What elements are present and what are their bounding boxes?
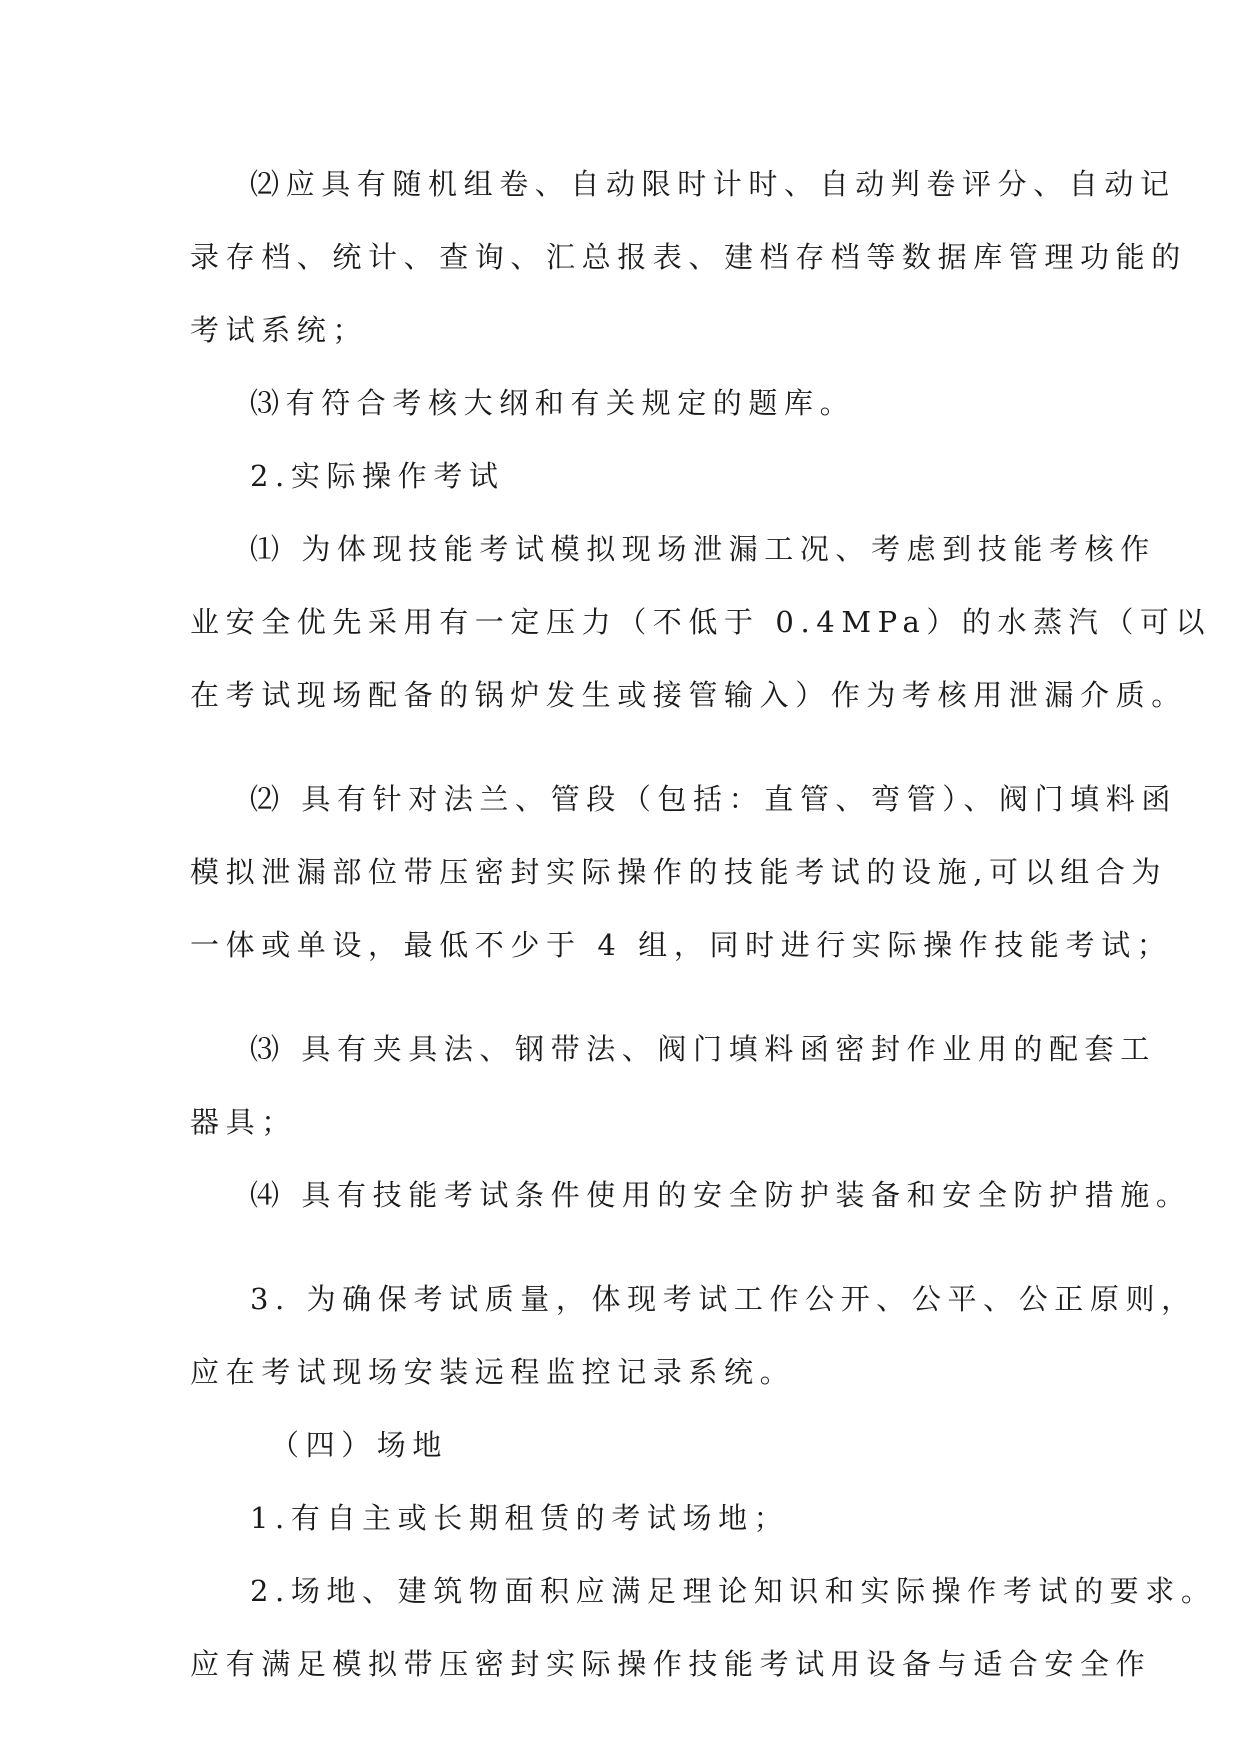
paragraph-line: 模拟泄漏部位带压密封实际操作的技能考试的设施,可以组合为 bbox=[190, 855, 1168, 889]
paragraph-line: 3. 为确保考试质量，体现考试工作公开、公平、公正原则， bbox=[250, 1282, 1197, 1316]
paragraph-line: 在考试现场配备的锅炉发生或接管输入）作为考核用泄漏介质。 bbox=[190, 678, 1187, 712]
paragraph-line: 业安全优先采用有一定压力（不低于 0.4MPa）的水蒸汽（可以 bbox=[190, 605, 1212, 639]
paragraph-line: 应有满足模拟带压密封实际操作技能考试用设备与适合安全作 bbox=[190, 1647, 1152, 1681]
paragraph-line: 一体或单设，最低不少于 4 组，同时进行实际操作技能考试； bbox=[190, 928, 1173, 962]
section-heading: 2.实际操作考试 bbox=[250, 459, 505, 493]
paragraph-line: ⑶有符合考核大纲和有关规定的题库。 bbox=[250, 386, 856, 420]
section-heading: （四）场地 bbox=[270, 1428, 449, 1462]
paragraph-line: ⑵应具有随机组卷、自动限时计时、自动判卷评分、自动记 bbox=[250, 167, 1176, 201]
paragraph-line: 2.场地、建筑物面积应满足理论知识和实际操作考试的要求。 bbox=[250, 1574, 1217, 1608]
paragraph-line: 考试系统； bbox=[190, 313, 369, 347]
paragraph-line: 1.有自主或长期租赁的考试场地； bbox=[250, 1501, 790, 1535]
paragraph-line: 应在考试现场安装远程监控记录系统。 bbox=[190, 1355, 796, 1389]
paragraph-line: ⑷ 具有技能考试条件使用的安全防护装备和安全防护措施。 bbox=[250, 1178, 1192, 1212]
paragraph-line: ⑵ 具有针对法兰、管段（包括：直管、弯管）、阀门填料函 bbox=[250, 782, 1177, 816]
paragraph-line: 录存档、统计、查询、汇总报表、建档存档等数据库管理功能的 bbox=[190, 240, 1187, 274]
paragraph-line: ⑶ 具有夹具法、钢带法、阀门填料函密封作业用的配套工 bbox=[250, 1032, 1156, 1066]
paragraph-line: ⑴ 为体现技能考试模拟现场泄漏工况、考虑到技能考核作 bbox=[250, 532, 1156, 566]
paragraph-line: 器具； bbox=[190, 1105, 297, 1139]
